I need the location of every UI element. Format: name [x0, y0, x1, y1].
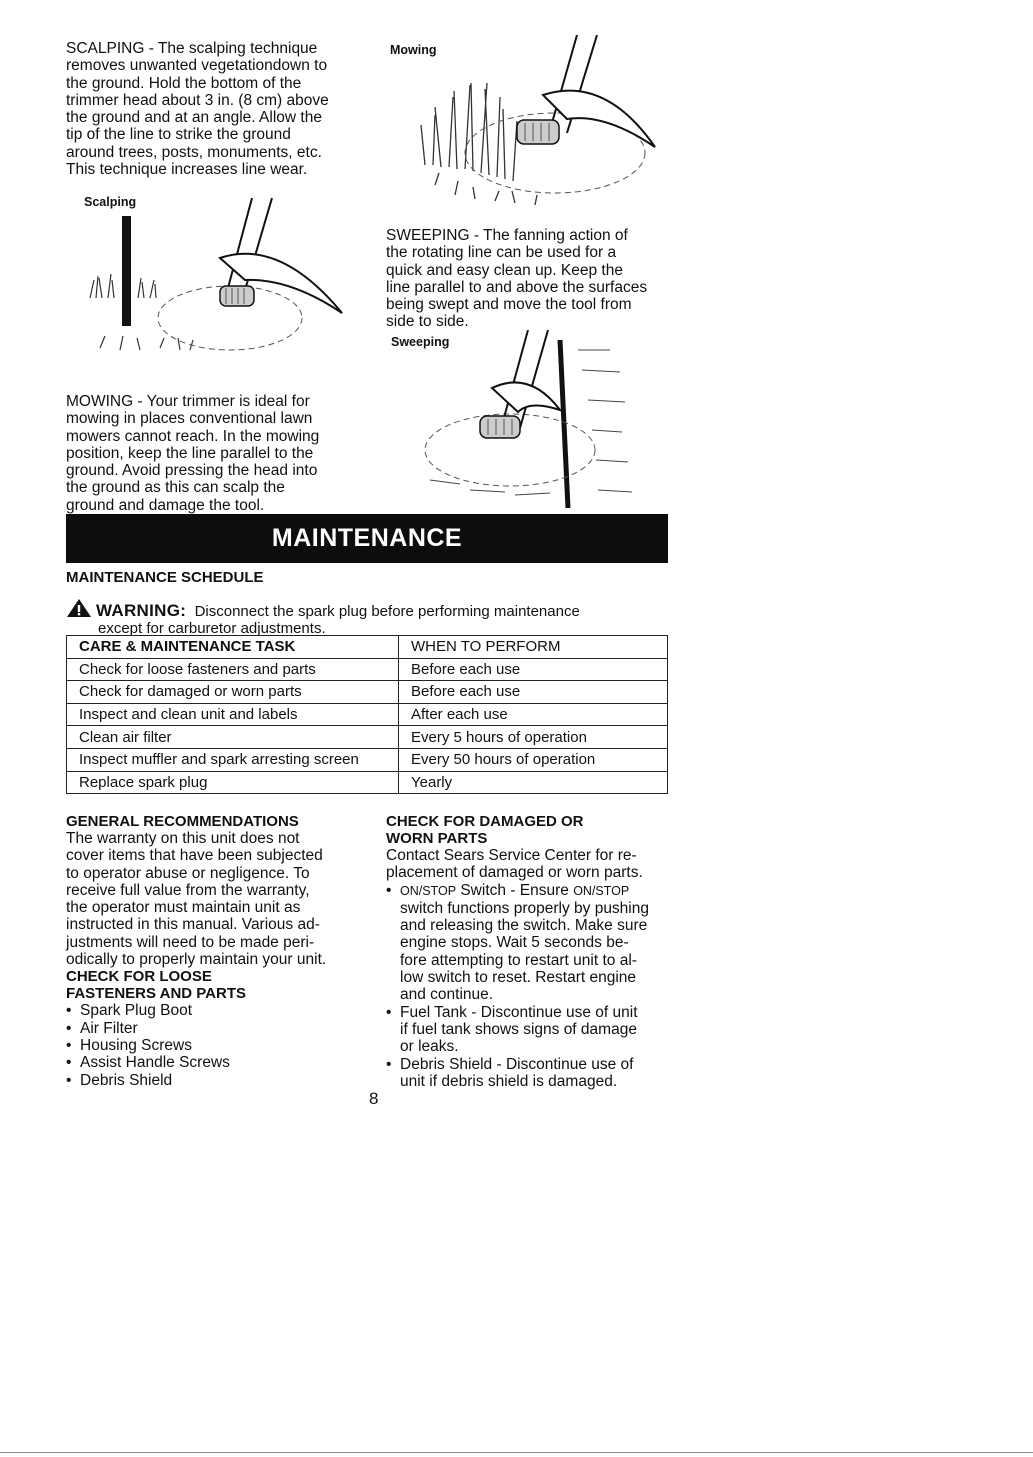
list-item: • Debris Shield — [66, 1072, 366, 1089]
general-line: odically to properly maintain your unit. — [66, 951, 327, 969]
onstop-line: engine stops. Wait 5 seconds be- — [400, 934, 629, 952]
scalping-line: trimmer head about 3 in. (8 cm) above — [66, 91, 329, 109]
maintenance-schedule-table — [66, 635, 668, 794]
mowing-paragraph — [66, 393, 366, 514]
scalping-line: tip of the line to strike the ground — [66, 126, 291, 144]
table-row — [67, 658, 668, 681]
mowing-heading: MOWING - — [66, 393, 143, 410]
when-cell: Before each use — [399, 681, 668, 704]
loose-parts-heading-1: CHECK FOR LOOSE — [66, 968, 212, 986]
mowing-line: ground. Avoid pressing the head into — [66, 462, 318, 480]
general-line: the operator must maintain unit as — [66, 899, 301, 917]
scalping-paragraph — [66, 40, 366, 178]
list-item-debris-shield: • Debris Shield - Discontinue use of unit if debris shield is damaged. — [386, 1056, 681, 1091]
sweeping-line: quick and easy clean up. Keep the — [386, 261, 623, 279]
list-item: • Spark Plug Boot — [66, 1002, 366, 1019]
sweeping-figure-label: Sweeping — [391, 335, 450, 349]
list-item: • Assist Handle Screws — [66, 1054, 366, 1071]
table-row — [67, 681, 668, 704]
table-header-row — [67, 636, 668, 659]
sweeping-line: the rotating line can be used for a — [386, 244, 617, 262]
damaged-parts-list — [386, 882, 681, 1091]
table-row — [67, 771, 668, 794]
sweeping-line: line parallel to and above the surfaces — [386, 278, 648, 296]
task-cell: Check for damaged or worn parts — [67, 681, 399, 704]
mowing-line: mowers cannot reach. In the mowing — [66, 427, 320, 445]
onstop-line: fore attempting to restart unit to al- — [400, 951, 637, 969]
general-recommendations-section — [66, 813, 366, 1089]
when-cell: Every 50 hours of operation — [399, 748, 668, 771]
mowing-line: mowing in places conventional lawn — [66, 410, 313, 428]
when-column-header: WHEN TO PERFORM — [399, 636, 668, 659]
sweeping-paragraph — [386, 227, 676, 331]
when-cell: Yearly — [399, 771, 668, 794]
task-cell: Clean air filter — [67, 726, 399, 749]
onstop-line: and continue. — [400, 986, 494, 1004]
task-cell: Inspect muffler and spark arresting screen — [67, 748, 399, 771]
when-cell: After each use — [399, 703, 668, 726]
damaged-parts-section — [386, 813, 681, 1090]
scalping-line: the ground and at an angle. Allow the — [66, 109, 322, 127]
scalping-illustration — [80, 198, 350, 373]
onstop-line: and releasing the switch. Make sure — [400, 917, 648, 935]
sweeping-line-1: SWEEPING - The fanning action of — [386, 227, 628, 244]
task-column-header: CARE & MAINTENANCE TASK — [67, 636, 399, 659]
sweeping-illustration — [410, 330, 660, 512]
maintenance-schedule-title: MAINTENANCE SCHEDULE — [66, 569, 264, 586]
sweeping-heading: SWEEPING - — [386, 227, 480, 244]
scalping-line: This technique increases line wear. — [66, 161, 308, 179]
general-recommendations-heading: GENERAL RECOMMENDATIONS — [66, 813, 299, 830]
list-item-onstop: • ON/STOP Switch - Ensure ON/STOP switch functions properly by pushing and releasing the switch. Make sure engine stops. Wait 5 seconds be- fore attempting to restart unit to al- low switch to reset. Restart engine and continue. — [386, 882, 681, 1004]
warning-line-2: except for carburetor adjustments. — [98, 620, 326, 637]
onstop-label: ON/STOP — [400, 883, 457, 898]
mowing-illustration — [405, 35, 665, 217]
warning-text: Disconnect the spark plug before performing maintenance — [194, 603, 580, 620]
mowing-figure-label: Mowing — [390, 43, 437, 57]
task-cell: Inspect and clean unit and labels — [67, 703, 399, 726]
page-number: 8 — [369, 1089, 379, 1108]
mowing-line: the ground as this can scalp the — [66, 479, 285, 497]
page-bottom-rule — [0, 1452, 1033, 1453]
sweeping-line: being swept and move the tool from — [386, 296, 632, 314]
table-row — [67, 703, 668, 726]
task-cell: Check for loose fasteners and parts — [67, 658, 399, 681]
mowing-line-1: MOWING - Your trimmer is ideal for — [66, 393, 310, 410]
warning-label: WARNING: — [96, 601, 187, 620]
onstop-line: low switch to reset. Restart engine — [400, 969, 637, 987]
scalping-figure-label: Scalping — [84, 195, 137, 209]
scalping-line: around trees, posts, monuments, etc. — [66, 143, 322, 161]
when-cell: Every 5 hours of operation — [399, 726, 668, 749]
table-row — [67, 748, 668, 771]
damaged-intro-line: Contact Sears Service Center for re- — [386, 847, 637, 864]
scalping-line-1: SCALPING - The scalping technique — [66, 40, 318, 57]
scalping-line: removes unwanted vegetationdown to — [66, 57, 328, 75]
maintenance-banner: MAINTENANCE — [66, 514, 668, 563]
scalping-line: the ground. Hold the bottom of the — [66, 74, 302, 92]
general-line: receive full value from the warranty, — [66, 881, 310, 899]
list-item-fuel-tank: • Fuel Tank - Discontinue use of unit if fuel tank shows signs of damage or leaks. — [386, 1004, 681, 1056]
warning-notice — [66, 598, 676, 637]
task-cell: Replace spark plug — [67, 771, 399, 794]
scalping-heading: SCALPING - — [66, 40, 154, 57]
general-line: justments will need to be made peri- — [66, 933, 315, 951]
when-cell: Before each use — [399, 658, 668, 681]
damaged-intro-line: placement of damaged or worn parts. — [386, 864, 643, 882]
warning-triangle-icon — [66, 598, 92, 618]
list-item: • Air Filter — [66, 1020, 366, 1037]
list-item: • Housing Screws — [66, 1037, 366, 1054]
mowing-line: ground and damage the tool. — [66, 496, 265, 514]
loose-parts-list — [66, 1002, 366, 1088]
general-line: to operator abuse or negligence. To — [66, 864, 310, 882]
onstop-line: switch functions properly by pushing — [400, 899, 649, 917]
general-line: The warranty on this unit does not — [66, 830, 300, 847]
warning-line-1 — [66, 598, 676, 620]
onstop-label: ON/STOP — [573, 883, 630, 898]
general-line: cover items that have been subjected — [66, 847, 323, 865]
damaged-parts-heading-2: WORN PARTS — [386, 830, 488, 847]
mowing-line: position, keep the line parallel to the — [66, 444, 314, 462]
damaged-parts-heading-1: CHECK FOR DAMAGED OR — [386, 813, 584, 830]
general-line: instructed in this manual. Various ad- — [66, 916, 320, 934]
table-row — [67, 726, 668, 749]
sweeping-line: side to side. — [386, 313, 469, 331]
loose-parts-heading-2: FASTENERS AND PARTS — [66, 985, 247, 1003]
